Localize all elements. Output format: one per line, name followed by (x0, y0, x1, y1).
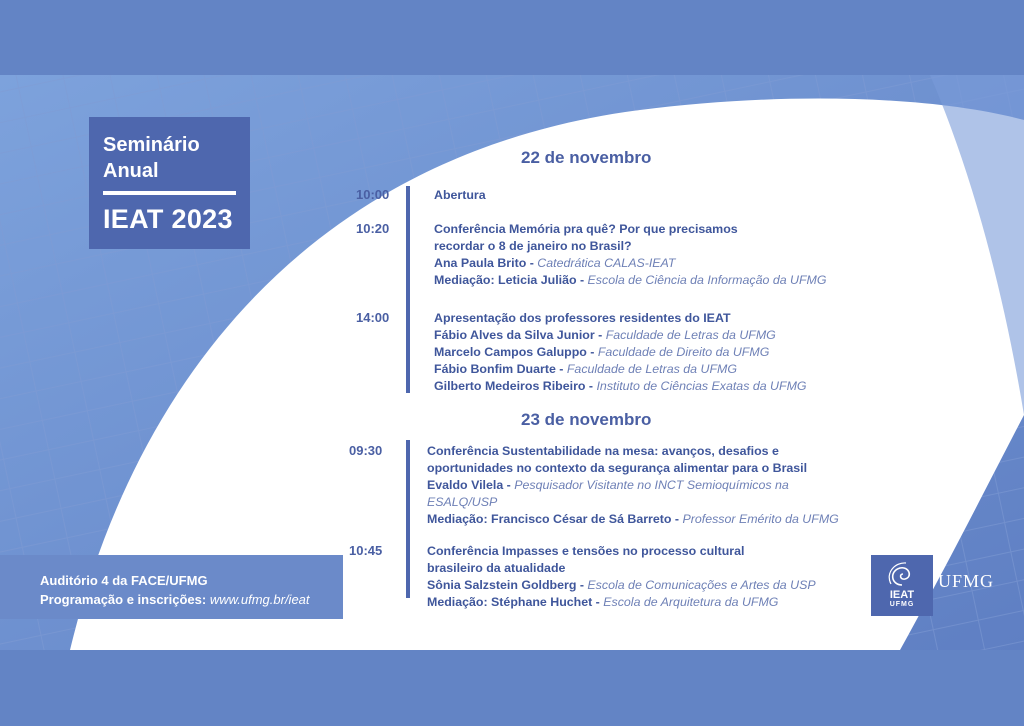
seminar-title-box (89, 117, 250, 249)
event-time: 10:45 (349, 543, 383, 558)
speaker-line: Sônia Salzstein Goldberg - Escola de Comunicações e Artes da USP (427, 578, 816, 592)
ieat-logo (871, 555, 933, 616)
moderator-line: Mediação: Stéphane Huchet - Escola de Arquitetura da UFMG (427, 595, 779, 609)
title-divider (103, 191, 236, 195)
moderator-line: Mediação: Leticia Julião - Escola de Ciência da Informação da UFMG (434, 273, 827, 287)
event-title-line: Apresentação dos professores residentes do IEAT (434, 311, 731, 325)
title-line-1: Seminário (103, 134, 200, 156)
event-time: 10:20 (356, 221, 390, 236)
speaker-line: ESALQ/USP (427, 495, 498, 509)
event-title-line: brasileiro da atualidade (427, 561, 566, 575)
ieat-logo-sub: UFMG (889, 601, 915, 608)
speaker-line: Ana Paula Brito - Catedrática CALAS-IEAT (434, 256, 676, 270)
timeline-bar-day-1 (406, 186, 410, 393)
event-time: 14:00 (356, 310, 390, 325)
ieat-logo-name: IEAT (889, 589, 915, 601)
event-block (434, 221, 827, 289)
ufmg-logo: UFMG (938, 571, 995, 591)
event-time: 09:30 (349, 443, 383, 458)
moderator-line: Mediação: Francisco César de Sá Barreto - Professor Emérito da UFMG (427, 512, 839, 526)
registration-link[interactable]: www.ufmg.br/ieat (209, 592, 310, 607)
speaker-line: Fábio Alves da Silva Junior - Faculdade de Letras da UFMG (434, 328, 776, 342)
registration-text (40, 592, 310, 607)
timeline-bar-day-2 (406, 440, 410, 598)
venue-info-box (0, 555, 343, 619)
event-title-line: oportunidades no contexto da segurança alimentar para o Brasil (427, 461, 808, 475)
event-block (434, 310, 807, 395)
day-1-heading: 22 de novembro (521, 148, 652, 167)
venue-text: Auditório 4 da FACE/UFMG (40, 573, 208, 588)
speaker-line: Marcelo Campos Galuppo - Faculdade de Direito da UFMG (434, 345, 770, 359)
speaker-line: Fábio Bonfim Duarte - Faculdade de Letras da UFMG (434, 362, 737, 376)
event-title-line: Conferência Memória pra quê? Por que precisamos (434, 222, 738, 236)
event-block (427, 543, 816, 611)
spiral-icon (871, 557, 933, 591)
event-block (427, 443, 839, 528)
speaker-line: Gilberto Medeiros Ribeiro - Instituto de Ciências Exatas da UFMG (434, 379, 807, 393)
speaker-line: Evaldo Vilela - Pesquisador Visitante no INCT Semioquímicos na (427, 478, 789, 492)
logos (871, 555, 1011, 616)
event-title-line: Abertura (434, 188, 486, 202)
event-title-line: recordar o 8 de janeiro no Brasil? (434, 239, 632, 253)
title-line-3: IEAT 2023 (103, 204, 233, 234)
day-2-heading: 23 de novembro (521, 410, 652, 429)
event-block (434, 187, 486, 204)
title-line-2: Anual (103, 160, 159, 182)
event-title-line: Conferência Sustentabilidade na mesa: avanços, desafios e (427, 444, 779, 458)
registration-label: Programação e inscrições: (40, 592, 210, 607)
event-title-line: Conferência Impasses e tensões no processo cultural (427, 544, 745, 558)
event-time: 10:00 (356, 187, 390, 202)
